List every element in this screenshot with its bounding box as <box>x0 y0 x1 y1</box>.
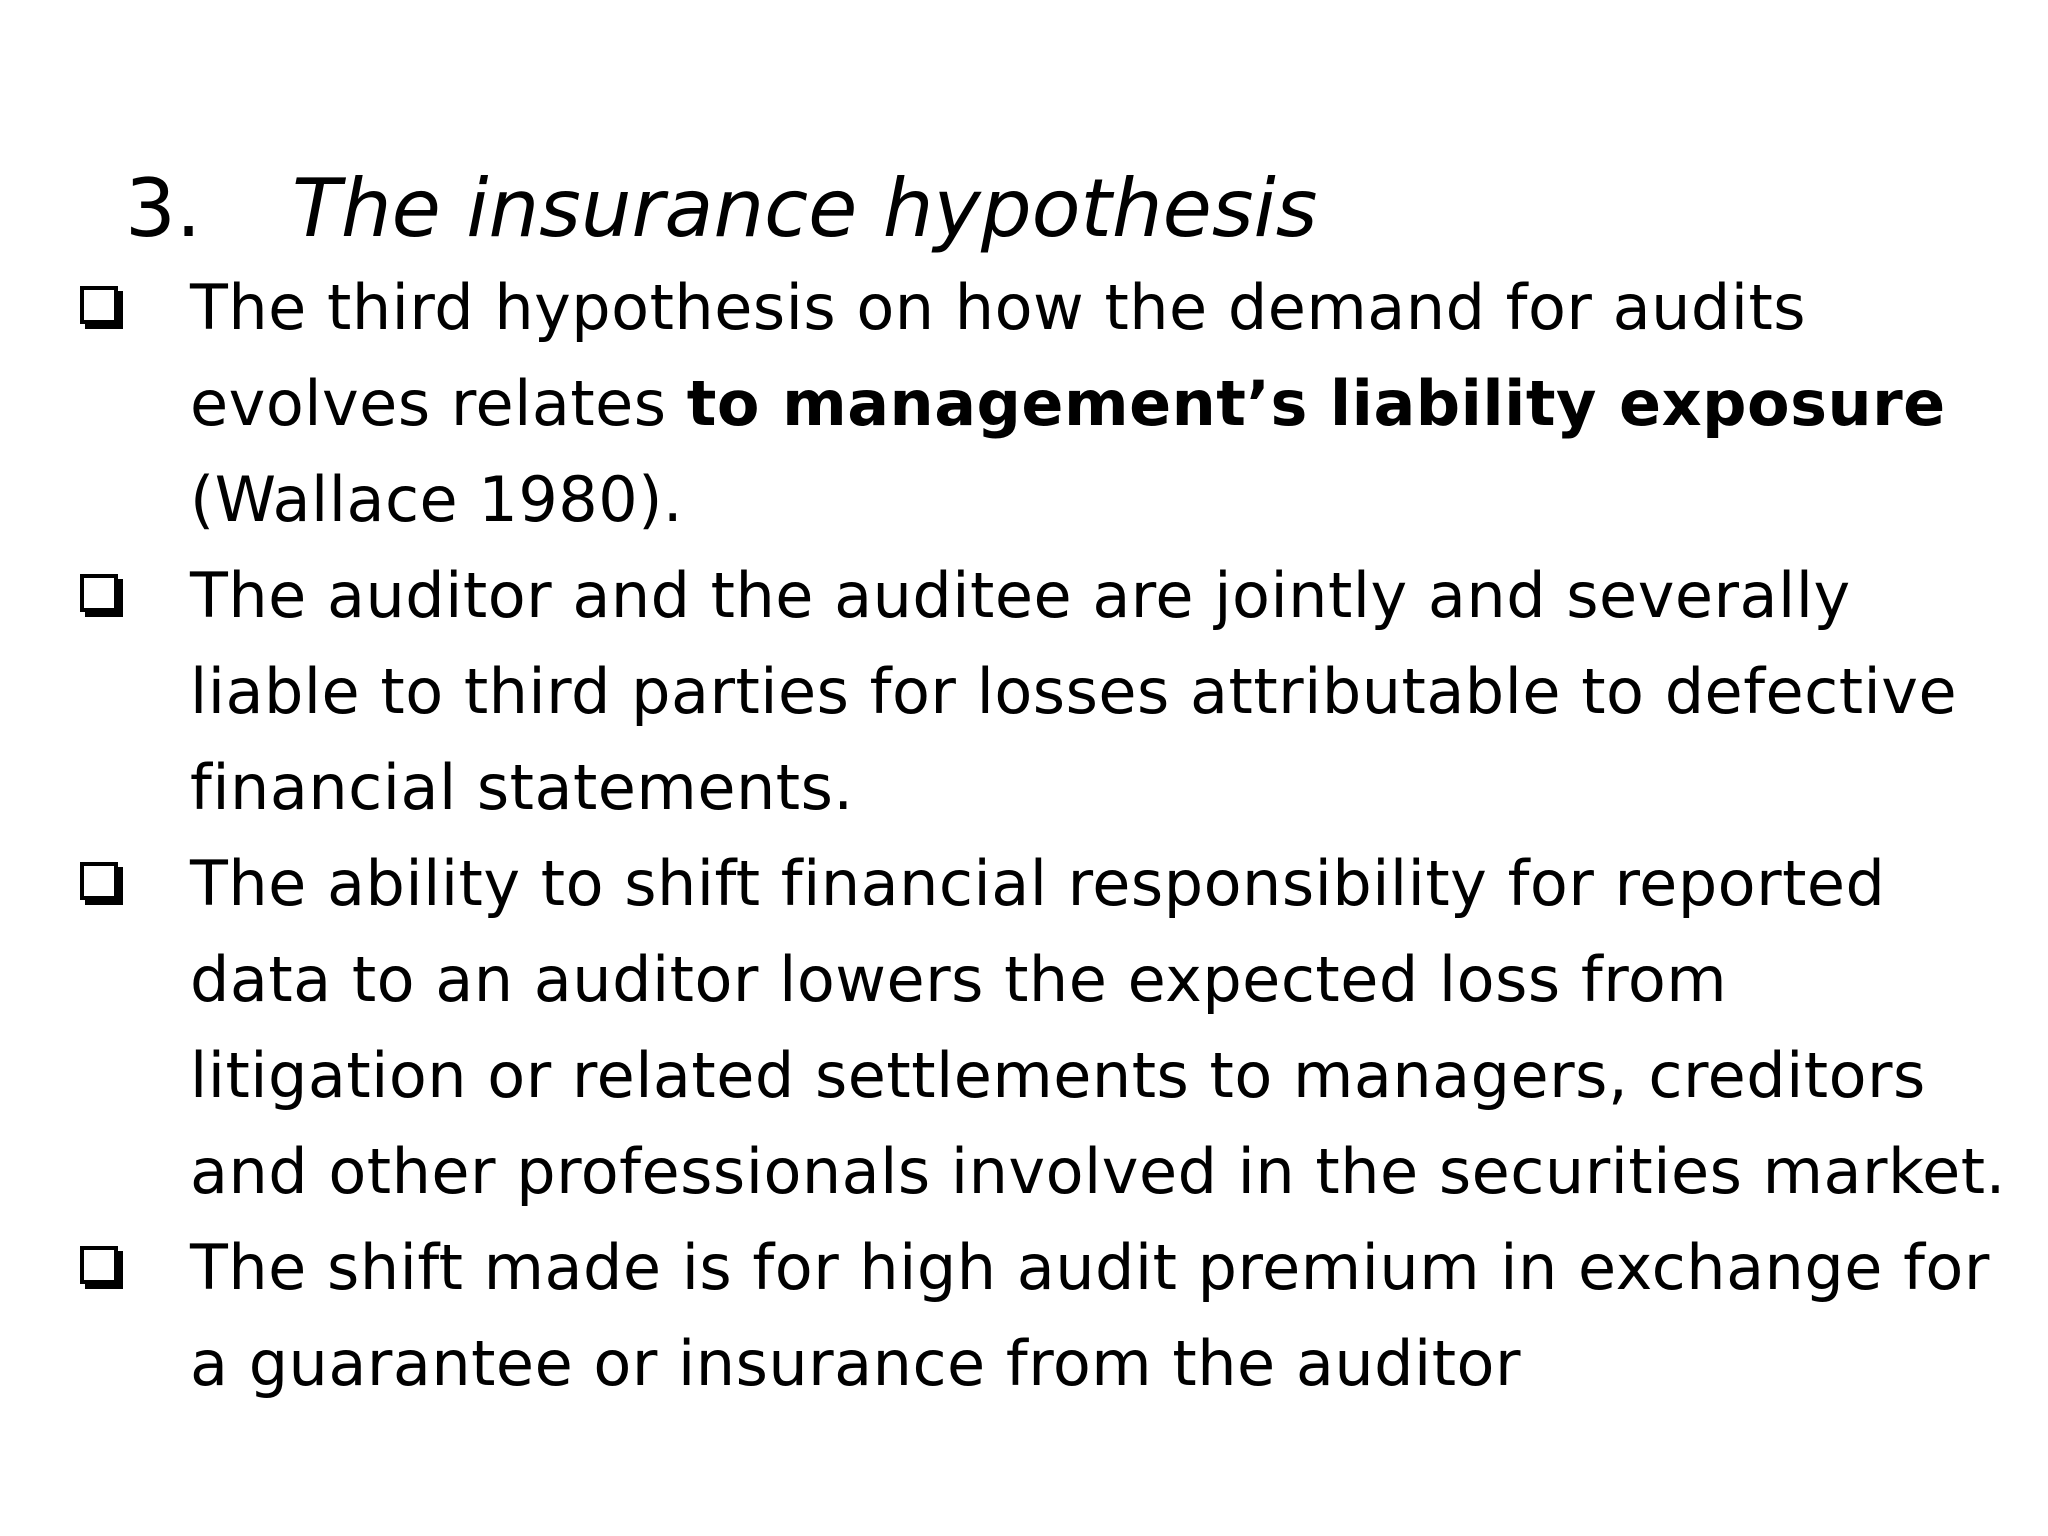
title-number: 3. <box>125 161 202 255</box>
bullet-text <box>190 260 2010 548</box>
title-text: The insurance hypothesis <box>292 161 1318 255</box>
slide-title <box>125 149 1317 269</box>
bullet-text-part: The third hypothesis on how the demand for audits evolves relates <box>190 271 1807 440</box>
checkbox-bullet-icon <box>80 574 118 612</box>
bullet-text-bold: to management’s liability exposure <box>686 367 1946 440</box>
bullet-item <box>0 548 2048 836</box>
bullet-list <box>0 260 2048 1412</box>
bullet-item <box>0 260 2048 548</box>
bullet-text-part: The shift made is for high audit premium in exchange for a guarantee or insurance from the auditor <box>190 1231 1990 1400</box>
checkbox-bullet-icon <box>80 286 118 324</box>
checkbox-bullet-icon <box>80 1246 118 1284</box>
bullet-text-part: The auditor and the auditee are jointly and severally liable to third parties for losses attributable to defective financial statements. <box>190 559 1958 824</box>
bullet-item <box>0 836 2048 1220</box>
bullet-text <box>190 836 2010 1220</box>
bullet-text <box>190 548 2010 836</box>
bullet-text-part: The ability to shift financial responsibility for reported data to an auditor lowers the expected loss from litigation or related settlements to managers, creditors and other professionals involved in the securities market. <box>190 847 2006 1208</box>
bullet-text-part: (Wallace 1980). <box>190 463 684 536</box>
bullet-item <box>0 1220 2048 1412</box>
checkbox-bullet-icon <box>80 862 118 900</box>
bullet-text <box>190 1220 2010 1412</box>
